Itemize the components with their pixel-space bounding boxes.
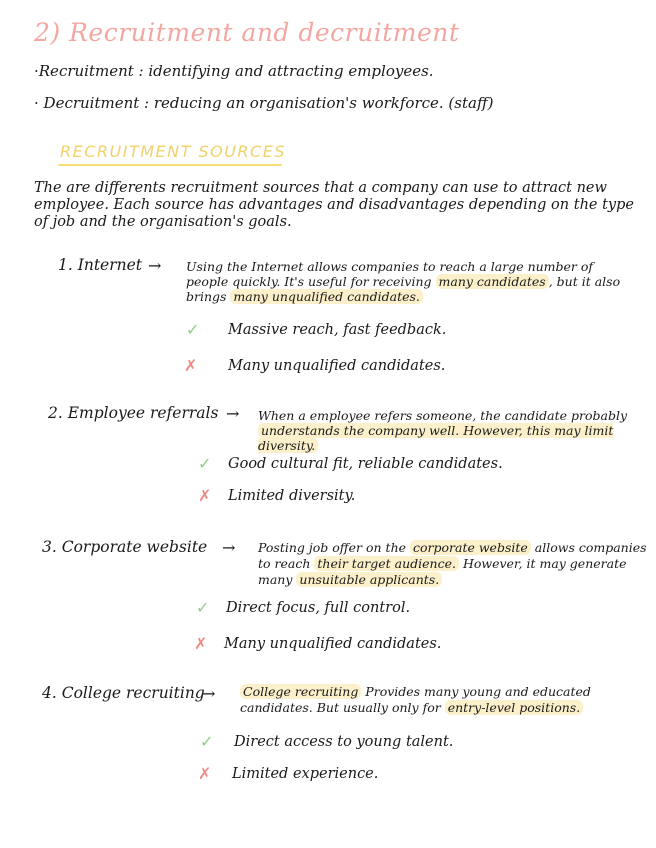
advantage-text: Massive reach, fast feedback.	[228, 322, 447, 338]
highlight-text: College recruiting	[240, 684, 361, 699]
cross-icon: ✗	[184, 356, 198, 375]
highlight-text: understands the company well. However, this may limit diversity.	[258, 423, 614, 453]
arrow-right-icon: →	[222, 538, 236, 557]
description-text: When a employee refers someone, the candidate probably	[258, 408, 628, 423]
advantage-text: Direct focus, full control.	[226, 600, 411, 616]
highlight-text: unsuitable applicants.	[296, 572, 442, 587]
page-title: 2) Recruitment and decruitment	[34, 18, 460, 47]
cross-icon: ✗	[198, 486, 212, 505]
arrow-right-icon: →	[226, 404, 240, 423]
source-label-internet: 1. Internet	[58, 256, 143, 274]
definition-recruitment: ·Recruitment : identifying and attracting employees.	[34, 62, 434, 80]
section-subheading: RECRUITMENT SOURCES	[60, 142, 286, 161]
advantage-text: Direct access to young talent.	[234, 734, 454, 750]
description-text: allows companies to reach	[258, 540, 647, 571]
source-label-corporate-website: 3. Corporate website	[42, 538, 208, 556]
source-label-college-recruiting: 4. College recruiting	[42, 684, 205, 702]
check-icon: ✓	[198, 454, 212, 473]
advantage-text: Good cultural fit, reliable candidates.	[228, 456, 503, 472]
source-description	[186, 259, 636, 304]
highlight-text: corporate website	[410, 540, 531, 555]
cross-icon: ✗	[194, 634, 208, 653]
definition-decruitment: · Decruitment : reducing an organisation's workforce. (staff)	[34, 94, 494, 112]
arrow-right-icon: →	[202, 684, 216, 703]
check-icon: ✓	[196, 598, 210, 617]
description-text: , but it also brings	[186, 274, 621, 304]
source-description	[258, 540, 650, 588]
source-description	[240, 684, 640, 716]
source-label-employee-referrals: 2. Employee referrals	[48, 404, 219, 422]
highlight-text: entry-level positions.	[445, 700, 583, 715]
description-text: However, it may generate many	[258, 556, 627, 587]
intro-paragraph: The are differents recruitment sources that a company can use to attract new employee. Each source has advantages and disadvantages depending on the type of job and the organisation's goals.	[34, 180, 634, 230]
description-text: Posting job offer on the	[258, 540, 410, 555]
source-description	[258, 408, 650, 453]
disadvantage-text: Many unqualified candidates.	[228, 358, 446, 374]
check-icon: ✓	[186, 320, 200, 339]
cross-icon: ✗	[198, 764, 212, 783]
description-text: Using the Internet allows companies to reach a large number of people quickly. It's useful for receiving	[186, 259, 594, 289]
description-text: Provides many young and educated candidates. But usually only for	[240, 684, 591, 715]
arrow-right-icon: →	[148, 256, 162, 275]
highlight-text: many unqualified candidates.	[230, 289, 422, 304]
highlight-text: many candidates	[436, 274, 549, 289]
subheading-underline	[58, 164, 282, 166]
check-icon: ✓	[200, 732, 214, 751]
highlight-text: their target audience.	[314, 556, 459, 571]
disadvantage-text: Limited diversity.	[228, 488, 356, 504]
disadvantage-text: Limited experience.	[232, 766, 379, 782]
disadvantage-text: Many unqualified candidates.	[224, 636, 442, 652]
